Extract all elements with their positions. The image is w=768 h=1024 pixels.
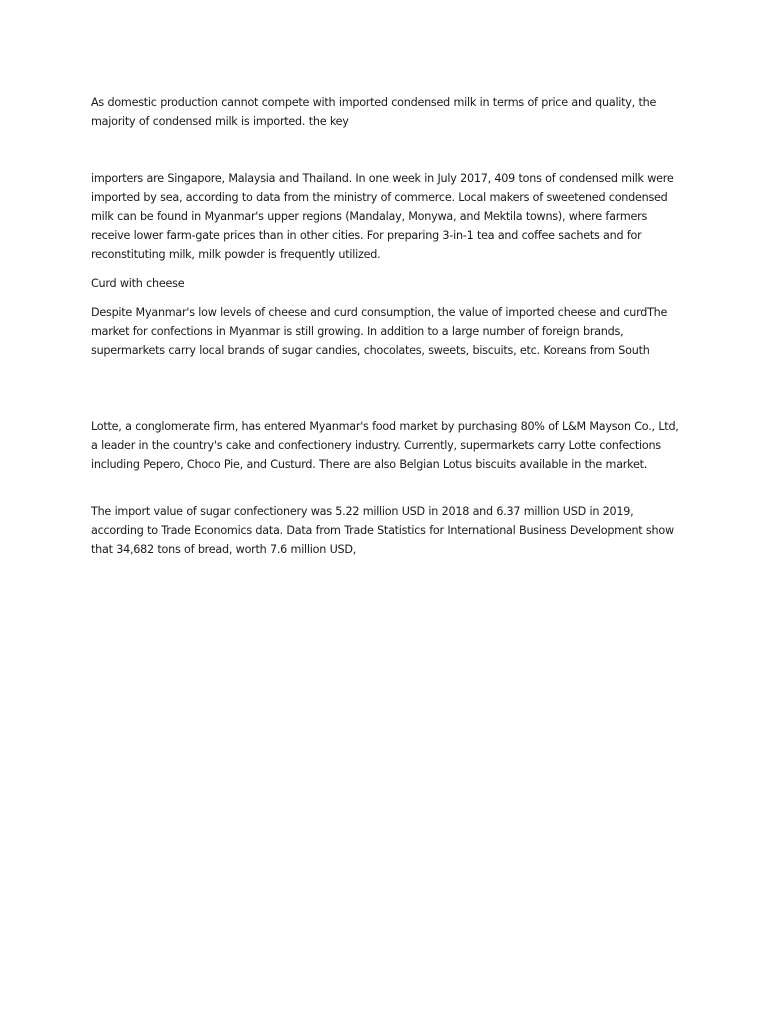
paragraph-condensed-milk-intro: As domestic production cannot compete with imported condensed milk in terms of price and quality, the majority of condensed milk is imported. the key	[91, 96, 657, 128]
section-heading-curd-cheese: Curd with cheese	[91, 277, 185, 290]
paragraph-condensed-milk-importers: importers are Singapore, Malaysia and Thailand. In one week in July 2017, 409 tons of condensed milk were imported by sea, according to data from the ministry of commerce. Local makers of sweetened condensed milk can be found in Myanmar's upper regions (Mandalay, Monywa, and Mektila towns), where farmers receive lower farm-gate prices than in other cities. For preparing 3-in-1 tea and coffee sachets and for reconstituting milk, milk powder is frequently utilized.	[91, 172, 674, 261]
paragraph-import-value: The import value of sugar confectionery was 5.22 million USD in 2018 and 6.37 million USD in 2019, according to Trade Economics data. Data from Trade Statistics for International Business Development show that 34,682 tons of bread, worth 7.6 million USD,	[91, 505, 674, 556]
paragraph-lotte: Lotte, a conglomerate firm, has entered Myanmar's food market by purchasing 80% of L&M Mayson Co., Ltd, a leader in the country's cake and confectionery industry. Currently, supermarkets carry Lotte confections including Pepero, Choco Pie, and Custurd. There are also Belgian Lotus biscuits available in the market.	[91, 420, 679, 471]
paragraph-cheese-confections: Despite Myanmar's low levels of cheese and curd consumption, the value of imported cheese and curdThe market for confections in Myanmar is still growing. In addition to a large number of foreign brands, supermarkets carry local brands of sugar candies, chocolates, sweets, biscuits, etc. Koreans from South	[91, 306, 668, 357]
